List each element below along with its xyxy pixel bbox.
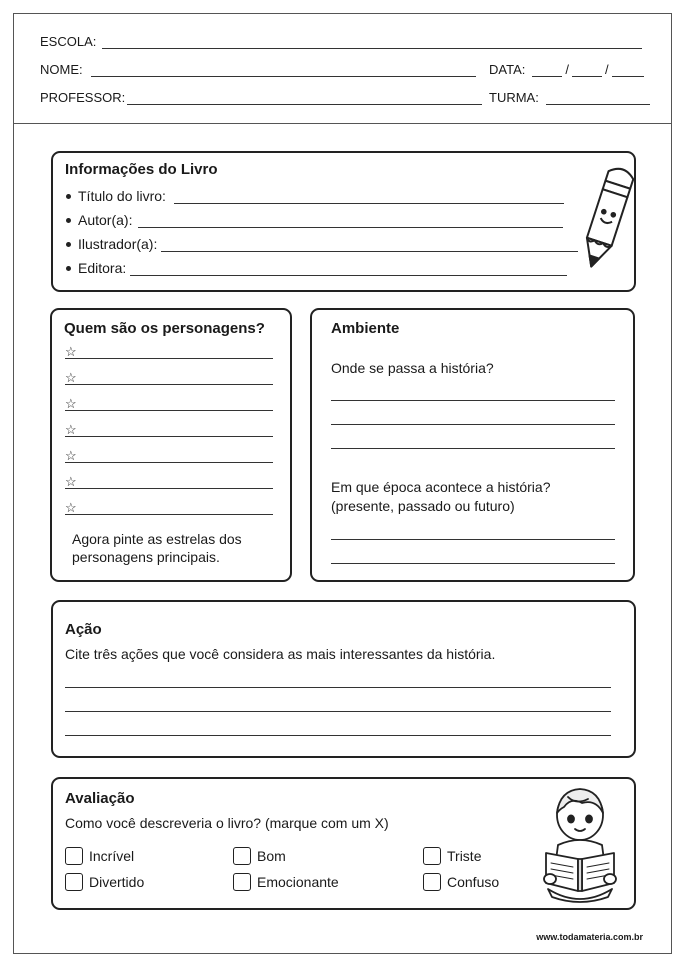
date-separator: /	[604, 62, 609, 77]
livro-field-label: Editora:	[78, 260, 127, 276]
star-icon[interactable]: ☆	[65, 474, 77, 489]
livro-field-autor	[63, 212, 563, 228]
star-icon[interactable]: ☆	[65, 344, 77, 359]
footer-website: www.todamateria.com.br	[536, 932, 643, 942]
livro-field-ilustrador	[63, 236, 578, 252]
acao-prompt: Cite três ações que você considera as mais interessantes da história.	[65, 646, 496, 662]
answer-line[interactable]	[331, 563, 615, 564]
personagens-note-line2: personagens principais.	[72, 549, 220, 565]
data-row	[489, 62, 644, 77]
ambiente-question-2-hint: (presente, passado ou futuro)	[331, 498, 515, 514]
option-divertido[interactable]	[65, 873, 144, 891]
escola-label: ESCOLA:	[40, 34, 97, 49]
autor-input[interactable]	[138, 214, 563, 228]
personagem-line[interactable]	[65, 514, 273, 515]
avaliacao-title: Avaliação	[65, 790, 135, 807]
turma-row	[489, 90, 650, 105]
checkbox[interactable]	[233, 847, 251, 865]
escola-row	[40, 34, 642, 49]
livro-title: Informações do Livro	[65, 161, 218, 178]
livro-field-label: Autor(a):	[78, 212, 133, 228]
checkbox[interactable]	[423, 847, 441, 865]
professor-label: PROFESSOR:	[40, 90, 126, 105]
turma-field[interactable]	[546, 91, 650, 105]
option-label: Bom	[257, 848, 286, 864]
option-label: Incrível	[89, 848, 135, 864]
personagem-line[interactable]	[65, 384, 273, 385]
personagens-note-line1: Agora pinte as estrelas dos	[72, 531, 242, 547]
option-confuso[interactable]	[423, 873, 499, 891]
professor-row	[40, 90, 482, 105]
titulo-input[interactable]	[174, 190, 564, 204]
bullet-icon	[66, 218, 71, 223]
data-day-field[interactable]	[532, 63, 562, 77]
livro-field-label: Ilustrador(a):	[78, 236, 158, 252]
answer-line[interactable]	[65, 687, 611, 688]
avaliacao-section	[51, 777, 636, 910]
option-label: Emocionante	[257, 874, 339, 890]
livro-field-label: Título do livro:	[78, 188, 166, 204]
livro-field-titulo	[63, 188, 564, 204]
answer-line[interactable]	[331, 400, 615, 401]
star-icon[interactable]: ☆	[65, 396, 77, 411]
ambiente-title: Ambiente	[331, 320, 400, 337]
ambiente-section	[310, 308, 635, 582]
answer-line[interactable]	[65, 711, 611, 712]
avaliacao-prompt: Como você descreveria o livro? (marque com um X)	[65, 815, 389, 831]
answer-line[interactable]	[331, 539, 615, 540]
option-emocionante[interactable]	[233, 873, 339, 891]
star-icon[interactable]: ☆	[65, 422, 77, 437]
date-separator: /	[565, 62, 569, 77]
option-label: Confuso	[447, 874, 500, 890]
checkbox[interactable]	[65, 873, 83, 891]
nome-label: NOME:	[40, 62, 83, 77]
option-triste[interactable]	[423, 847, 481, 865]
editora-input[interactable]	[130, 262, 567, 276]
checkbox[interactable]	[65, 847, 83, 865]
option-incrivel[interactable]	[65, 847, 134, 865]
smiling-pencil-icon	[576, 159, 638, 277]
header-divider	[13, 123, 672, 124]
option-label: Triste	[447, 848, 482, 864]
professor-field[interactable]	[127, 91, 482, 105]
acao-section	[51, 600, 636, 758]
ambiente-question-1: Onde se passa a história?	[331, 360, 494, 376]
option-label: Divertido	[89, 874, 145, 890]
checkbox[interactable]	[233, 873, 251, 891]
ambiente-question-2: Em que época acontece a história?	[331, 479, 551, 495]
personagem-line[interactable]	[65, 436, 273, 437]
personagens-title: Quem são os personagens?	[64, 320, 265, 337]
personagem-line[interactable]	[65, 410, 273, 411]
escola-field[interactable]	[102, 35, 642, 49]
nome-row	[40, 62, 476, 77]
star-icon[interactable]: ☆	[65, 500, 77, 515]
child-reading-icon	[538, 783, 622, 905]
bullet-icon	[66, 242, 71, 247]
livro-field-editora	[63, 260, 567, 276]
nome-field[interactable]	[91, 63, 476, 77]
bullet-icon	[66, 194, 71, 199]
star-icon[interactable]: ☆	[65, 370, 77, 385]
star-icon[interactable]: ☆	[65, 448, 77, 463]
answer-line[interactable]	[331, 448, 615, 449]
checkbox[interactable]	[423, 873, 441, 891]
acao-title: Ação	[65, 621, 102, 638]
livro-section	[51, 151, 636, 292]
answer-line[interactable]	[331, 424, 615, 425]
ilustrador-input[interactable]	[161, 238, 578, 252]
turma-label: TURMA:	[489, 90, 539, 105]
bullet-icon	[66, 266, 71, 271]
option-bom[interactable]	[233, 847, 286, 865]
data-month-field[interactable]	[572, 63, 602, 77]
personagem-line[interactable]	[65, 358, 273, 359]
answer-line[interactable]	[65, 735, 611, 736]
data-label: DATA:	[489, 62, 526, 77]
personagens-section	[50, 308, 292, 582]
personagem-line[interactable]	[65, 462, 273, 463]
data-year-field[interactable]	[612, 63, 644, 77]
personagem-line[interactable]	[65, 488, 273, 489]
